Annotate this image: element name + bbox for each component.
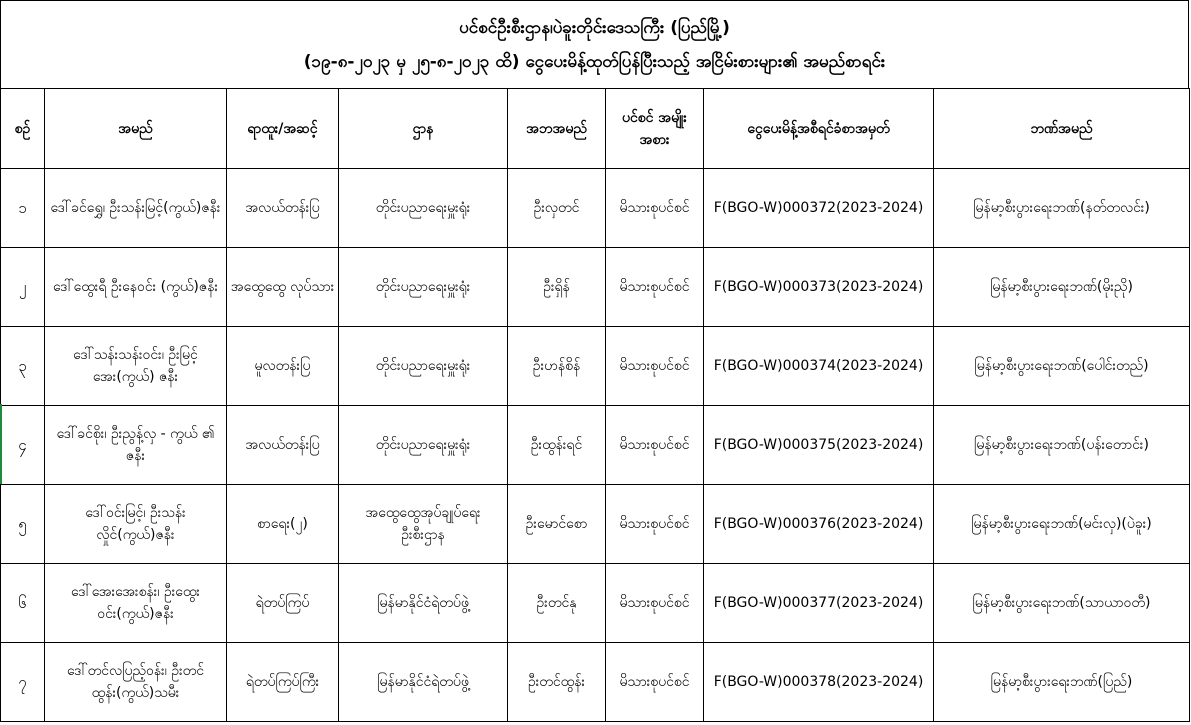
cell-report-no[interactable]: F(BGO-W)000377(2023-2024) bbox=[704, 564, 934, 643]
cell-name[interactable]: ဒေါ်ဝင်းမြင့်၊ ဦးသန်းလှိုင်(ကွယ်)ဇနီး bbox=[45, 485, 227, 564]
cell-pension-type[interactable]: မိသားစုပင်စင် bbox=[606, 643, 704, 722]
pensioner-table bbox=[0, 88, 1190, 722]
cell-bank[interactable]: မြန်မာ့စီးပွားရေးဘဏ်(ပန်းတောင်း) bbox=[934, 406, 1190, 485]
cell-dept[interactable]: တိုင်းပညာရေးမှူးရုံး bbox=[339, 406, 508, 485]
cell-name[interactable]: ဒေါ်ထွေးရီ ဦးနေဝင်း (ကွယ်)ဇနီး bbox=[45, 248, 227, 327]
cell-rank[interactable]: အလယ်တန်းပြ bbox=[227, 406, 339, 485]
cell-no[interactable]: ၆ bbox=[1, 564, 45, 643]
cell-pension-type[interactable]: မိသားစုပင်စင် bbox=[606, 248, 704, 327]
cell-name[interactable]: ဒေါ်အေးအေးစန်း၊ ဦးထွေးဝင်း(ကွယ်)ဇနီး bbox=[45, 564, 227, 643]
cell-rank[interactable]: အလယ်တန်းပြ bbox=[227, 169, 339, 248]
table-row bbox=[1, 564, 1190, 643]
table-row bbox=[1, 485, 1190, 564]
cell-father[interactable]: ဦးမောင်စော bbox=[508, 485, 606, 564]
cell-report-no[interactable]: F(BGO-W)000375(2023-2024) bbox=[704, 406, 934, 485]
col-header-report-no[interactable]: ငွေပေးမိန့်အစီရင်ခံစာအမှတ် bbox=[704, 89, 934, 169]
cell-father[interactable]: ဦးတင်ထွန်း bbox=[508, 643, 606, 722]
cell-no[interactable]: ၂ bbox=[1, 248, 45, 327]
cell-pension-type[interactable]: မိသားစုပင်စင် bbox=[606, 406, 704, 485]
cell-father[interactable]: ဦးရှိန် bbox=[508, 248, 606, 327]
cell-bank[interactable]: မြန်မာ့စီးပွားရေးဘဏ်(မင်းလှ)(ပဲခူး) bbox=[934, 485, 1190, 564]
cell-bank[interactable]: မြန်မာ့စီးပွားရေးဘဏ်(မိုးညို) bbox=[934, 248, 1190, 327]
title-line-2: (၁၉-၈-၂၀၂၃ မှ ၂၅-၈-၂၀၂၃ ထိ) ငွေပေးမိန့်ထုတ်ပြန်ပြီးသည့် အငြိမ်းစားများ၏ အမည်စာရင်း bbox=[303, 51, 886, 72]
cell-report-no[interactable]: F(BGO-W)000372(2023-2024) bbox=[704, 169, 934, 248]
cell-pension-type[interactable]: မိသားစုပင်စင် bbox=[606, 169, 704, 248]
cell-dept[interactable]: မြန်မာနိုင်ငံရဲတပ်ဖွဲ့ bbox=[339, 564, 508, 643]
cell-no[interactable]: ၄ bbox=[1, 406, 45, 485]
cell-bank[interactable]: မြန်မာ့စီးပွားရေးဘဏ်(သာယာဝတီ) bbox=[934, 564, 1190, 643]
cell-pension-type[interactable]: မိသားစုပင်စင် bbox=[606, 564, 704, 643]
table-row bbox=[1, 643, 1190, 722]
cell-rank[interactable]: အထွေထွေ လုပ်သား bbox=[227, 248, 339, 327]
table-row bbox=[1, 169, 1190, 248]
header-row bbox=[1, 89, 1190, 169]
col-header-no[interactable]: စဉ် bbox=[1, 89, 45, 169]
cell-no[interactable]: ၃ bbox=[1, 327, 45, 406]
cell-no[interactable]: ၇ bbox=[1, 643, 45, 722]
cell-rank[interactable]: ရဲတပ်ကြပ် bbox=[227, 564, 339, 643]
cell-rank[interactable]: စာရေး(၂) bbox=[227, 485, 339, 564]
cell-dept[interactable]: မြန်မာနိုင်ငံရဲတပ်ဖွဲ့ bbox=[339, 643, 508, 722]
col-header-father[interactable]: အဘအမည် bbox=[508, 89, 606, 169]
col-header-bank[interactable]: ဘဏ်အမည် bbox=[934, 89, 1190, 169]
table-row bbox=[1, 406, 1190, 485]
cell-rank[interactable]: ရဲတပ်ကြပ်ကြီး bbox=[227, 643, 339, 722]
document-title bbox=[0, 0, 1189, 88]
cell-name[interactable]: ဒေါ်သန်းသန်းဝင်း၊ ဦးမြင့်အေး(ကွယ်) ဇနီး bbox=[45, 327, 227, 406]
cell-name[interactable]: ဒေါ်ခင်ရွှေ၊ ဦးသန်းမြင့်(ကွယ်)ဇနီး bbox=[45, 169, 227, 248]
cell-rank[interactable]: မူလတန်းပြ bbox=[227, 327, 339, 406]
cell-pension-type[interactable]: မိသားစုပင်စင် bbox=[606, 327, 704, 406]
table-row bbox=[1, 248, 1190, 327]
cell-father[interactable]: ဦးဟန်စိန် bbox=[508, 327, 606, 406]
cell-father[interactable]: ဦးတင်နု bbox=[508, 564, 606, 643]
cell-pension-type[interactable]: မိသားစုပင်စင် bbox=[606, 485, 704, 564]
cell-report-no[interactable]: F(BGO-W)000378(2023-2024) bbox=[704, 643, 934, 722]
cell-bank[interactable]: မြန်မာ့စီးပွားရေးဘဏ်(နတ်တလင်း) bbox=[934, 169, 1190, 248]
cell-father[interactable]: ဦးထွန်းရင် bbox=[508, 406, 606, 485]
cell-no[interactable]: ၁ bbox=[1, 169, 45, 248]
col-header-dept[interactable]: ဌာန bbox=[339, 89, 508, 169]
cell-no[interactable]: ၅ bbox=[1, 485, 45, 564]
cell-dept[interactable]: တိုင်းပညာရေးမှူးရုံး bbox=[339, 248, 508, 327]
cell-dept[interactable]: တိုင်းပညာရေးမှူးရုံး bbox=[339, 327, 508, 406]
col-header-rank[interactable]: ရာထူး/အဆင့် bbox=[227, 89, 339, 169]
col-header-pension-type[interactable]: ပင်စင် အမျိုးအစား bbox=[606, 89, 704, 169]
cell-father[interactable]: ဦးလှတင် bbox=[508, 169, 606, 248]
cell-dept[interactable]: တိုင်းပညာရေးမှူးရုံး bbox=[339, 169, 508, 248]
cell-report-no[interactable]: F(BGO-W)000374(2023-2024) bbox=[704, 327, 934, 406]
title-line-1: ပင်စင်ဦးစီးဌာန၊ပဲခူးတိုင်းဒေသကြီး (ပြည်မြို့) bbox=[459, 17, 730, 38]
cell-name[interactable]: ဒေါ်ခင်စိုး၊ ဦးညွန့်လှ - ကွယ် ၏ ဇနီး bbox=[45, 406, 227, 485]
selected-row-indicator bbox=[0, 404, 2, 484]
cell-name[interactable]: ဒေါ်တင်လပြည့်ဝန်း၊ ဦးတင်ထွန်း(ကွယ်)သမီး bbox=[45, 643, 227, 722]
table-row bbox=[1, 327, 1190, 406]
cell-bank[interactable]: မြန်မာ့စီးပွားရေးဘဏ်(ပေါင်းတည်) bbox=[934, 327, 1190, 406]
cell-report-no[interactable]: F(BGO-W)000376(2023-2024) bbox=[704, 485, 934, 564]
cell-bank[interactable]: မြန်မာ့စီးပွားရေးဘဏ်(ပြည်) bbox=[934, 643, 1190, 722]
cell-dept[interactable]: အထွေထွေအုပ်ချုပ်ရေး ဦးစီးဌာန bbox=[339, 485, 508, 564]
col-header-name[interactable]: အမည် bbox=[45, 89, 227, 169]
cell-report-no[interactable]: F(BGO-W)000373(2023-2024) bbox=[704, 248, 934, 327]
